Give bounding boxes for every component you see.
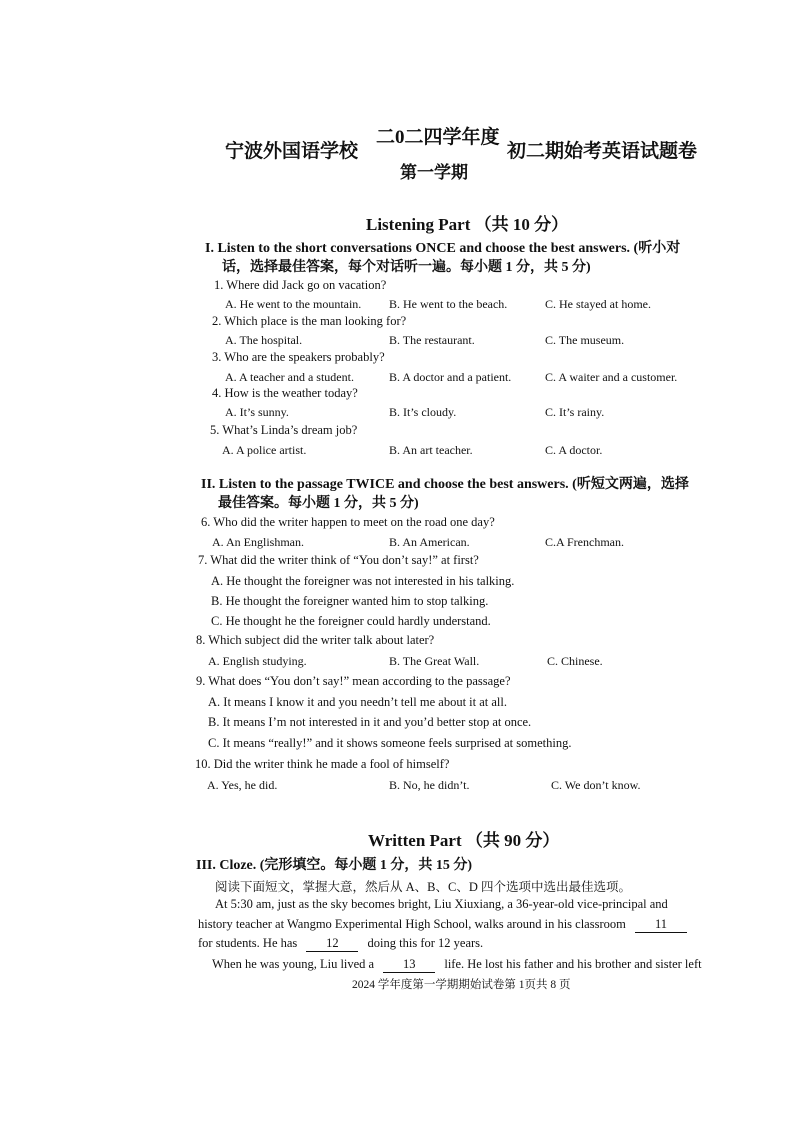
school-name: 宁波外国语学校	[225, 141, 359, 162]
q2-option-c: C. The museum.	[545, 333, 625, 347]
question-10: 10. Did the writer think he made a fool of himself?	[195, 757, 450, 771]
page-footer: 2024 学年度第一学期期始试卷第 1页共 8 页	[352, 979, 571, 991]
cloze-text: life. He lost his father and his brother and sister left	[444, 957, 702, 971]
q3-option-c: C. A waiter and a customer.	[545, 370, 678, 384]
cloze-paragraph-1-line-2	[198, 917, 687, 933]
q10-option-a: A. Yes, he did.	[207, 778, 278, 792]
q1-option-c: C. He stayed at home.	[545, 297, 651, 311]
q4-option-a: A. It’s sunny.	[225, 405, 289, 419]
written-part-title: Written Part （共 90 分）	[368, 831, 560, 850]
question-5: 5. What’s Linda’s dream job?	[210, 423, 358, 437]
question-1: 1. Where did Jack go on vacation?	[214, 278, 387, 292]
section-2-title-line2: 最佳答案。每小题 1 分，共 5 分)	[218, 496, 419, 511]
question-7: 7. What did the writer think of “You don’t say!” at first?	[198, 553, 479, 567]
cloze-blank-13: 13	[383, 957, 435, 973]
section-3-title: III. Cloze. (完形填空。每小题 1 分，共 15 分)	[196, 858, 473, 873]
cloze-paragraph-1-line-3	[198, 936, 483, 952]
cloze-text: When he was young, Liu lived a	[212, 957, 375, 971]
listening-part-title: Listening Part （共 10 分）	[366, 215, 569, 234]
term: 第一学期	[400, 163, 468, 182]
question-2: 2. Which place is the man looking for?	[212, 314, 407, 328]
q7-option-c: C. He thought he the foreigner could hardly understand.	[211, 614, 491, 628]
q9-option-b: B. It means I’m not interested in it and you’d better stop at once.	[208, 715, 532, 729]
section-1-title-line2: 话，选择最佳答案，每个对话听一遍。每小题 1 分，共 5 分)	[222, 260, 591, 275]
cloze-blank-12: 12	[306, 936, 358, 952]
q8-option-b: B. The Great Wall.	[389, 654, 480, 668]
question-9: 9. What does “You don’t say!” mean according to the passage?	[196, 674, 511, 688]
q3-option-b: B. A doctor and a patient.	[389, 370, 512, 384]
question-8: 8. Which subject did the writer talk about later?	[196, 633, 435, 647]
q10-option-c: C. We don’t know.	[551, 778, 641, 792]
cloze-text: history teacher at Wangmo Experimental High School, walks around in his classroom	[198, 917, 626, 931]
q4-option-b: B. It’s cloudy.	[389, 405, 457, 419]
cloze-blank-11: 11	[635, 917, 687, 933]
q7-option-b: B. He thought the foreigner wanted him to stop talking.	[211, 594, 489, 608]
q5-option-b: B. An art teacher.	[389, 443, 473, 457]
q8-option-c: C. Chinese.	[547, 654, 603, 668]
q3-option-a: A. A teacher and a student.	[225, 370, 354, 384]
question-4: 4. How is the weather today?	[212, 386, 358, 400]
school-year: 二0二四学年度	[376, 127, 500, 148]
q1-option-b: B. He went to the beach.	[389, 297, 508, 311]
q6-option-c: C.A Frenchman.	[545, 535, 624, 549]
q6-option-a: A. An Englishman.	[212, 535, 304, 549]
q8-option-a: A. English studying.	[208, 654, 307, 668]
q9-option-c: C. It means “really!” and it shows someone feels surprised at something.	[208, 736, 572, 750]
cloze-text: doing this for 12 years.	[367, 936, 484, 950]
q6-option-b: B. An American.	[389, 535, 470, 549]
cloze-paragraph-1-line-1: At 5:30 am, just as the sky becomes bright, Liu Xiuxiang, a 36-year-old vice-principal and	[215, 897, 668, 911]
q5-option-c: C. A doctor.	[545, 443, 603, 457]
question-3: 3. Who are the speakers probably?	[212, 350, 385, 364]
q2-option-b: B. The restaurant.	[389, 333, 475, 347]
q4-option-c: C. It’s rainy.	[545, 405, 605, 419]
q1-option-a: A. He went to the mountain.	[225, 297, 362, 311]
section-1-title-line1: I. Listen to the short conversations ONCE and choose the best answers. (听小对	[205, 241, 681, 256]
cloze-instruction: 阅读下面短文，掌握大意，然后从 A、B、C、D 四个选项中选出最佳选项。	[215, 880, 631, 894]
question-6: 6. Who did the writer happen to meet on the road one day?	[201, 515, 495, 529]
q7-option-a: A. He thought the foreigner was not interested in his talking.	[211, 574, 515, 588]
q10-option-b: B. No, he didn’t.	[389, 778, 470, 792]
exam-title: 初二期始考英语试题卷	[507, 141, 698, 162]
cloze-text: for students. He has	[198, 936, 298, 950]
q5-option-a: A. A police artist.	[222, 443, 307, 457]
q9-option-a: A. It means I know it and you needn’t tell me about it at all.	[208, 695, 508, 709]
section-2-title-line1: II. Listen to the passage TWICE and choose the best answers. (听短文两遍，选择	[201, 477, 689, 492]
cloze-paragraph-2-line-1	[212, 957, 702, 973]
q2-option-a: A. The hospital.	[225, 333, 303, 347]
